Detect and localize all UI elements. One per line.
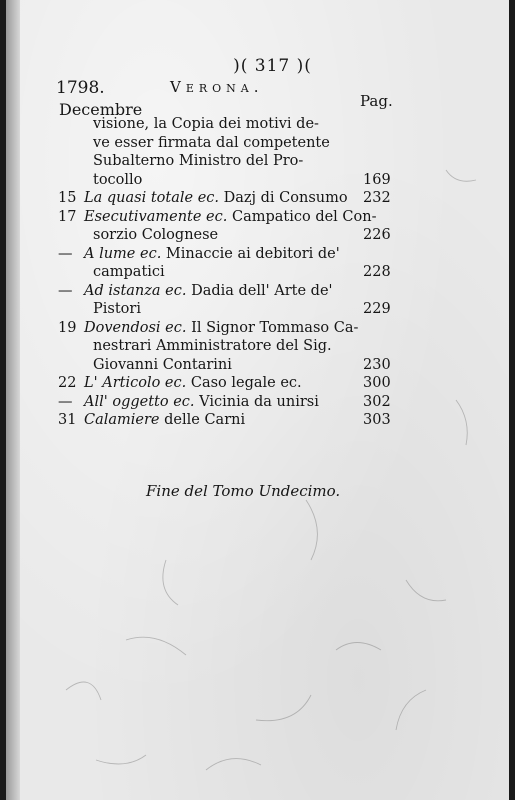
- index-line: [6, 153, 509, 172]
- entry-day: 22: [58, 375, 77, 391]
- entry-incipit: Calamiere: [84, 412, 160, 428]
- entry-subject: sorzio Colognese: [93, 227, 219, 243]
- index-line: [6, 338, 509, 357]
- entry-day: —: [58, 282, 73, 299]
- index-line: [6, 394, 509, 413]
- entry-text: [93, 357, 232, 373]
- entry-incipit: L' Articolo ec.: [84, 375, 187, 391]
- entry-subject: Caso legale ec.: [190, 375, 302, 391]
- entry-text: [84, 320, 358, 336]
- index-line: [6, 320, 509, 339]
- index-line: [6, 227, 509, 246]
- entry-subject: Vicinia da unirsi: [199, 393, 319, 410]
- entry-subject: Giovanni Contarini: [93, 356, 232, 373]
- entry-day: 15: [58, 190, 77, 206]
- entry-text: [93, 153, 303, 169]
- end-of-volume-note: Fine del Tomo Undecimo.: [146, 482, 341, 500]
- page-number-header: )( 317 )(: [233, 56, 312, 76]
- entry-text: [84, 283, 333, 299]
- entry-subject: nestrari Amministratore del Sig.: [93, 338, 332, 354]
- entry-page-number: 232: [363, 190, 391, 206]
- entry-incipit: Esecutivamente ec.: [84, 208, 228, 225]
- entry-subject: Dadia dell' Arte de': [191, 282, 333, 299]
- index-line: [6, 375, 509, 394]
- entry-text: [93, 264, 165, 280]
- entry-page-number: 226: [363, 227, 391, 243]
- entry-incipit: Dovendosi ec.: [84, 319, 187, 336]
- entry-text: [84, 412, 245, 428]
- index-line: [6, 264, 509, 283]
- entry-page-number: 230: [363, 356, 391, 373]
- entry-incipit: All' oggetto ec.: [84, 393, 195, 410]
- entry-text: [84, 209, 377, 225]
- entry-text: [93, 135, 330, 151]
- entry-subject: ve esser firmata dal competente: [93, 134, 330, 151]
- entry-text: [84, 375, 302, 391]
- index-line: [6, 301, 509, 320]
- entry-text: [93, 172, 142, 188]
- month-label: Decembre: [59, 100, 143, 119]
- index-line: [6, 116, 509, 135]
- entry-page-number: 229: [363, 301, 391, 317]
- entry-page-number: 228: [363, 264, 391, 280]
- index-line: [6, 357, 509, 376]
- entry-text: [84, 246, 340, 262]
- index-line: [6, 246, 509, 265]
- entry-text: [84, 190, 348, 206]
- index-line: [6, 135, 509, 154]
- entry-subject: Pistori: [93, 301, 141, 317]
- entry-subject: Campatico del Con-: [231, 208, 377, 225]
- index-line: [6, 190, 509, 209]
- city-label: Verona.: [170, 78, 264, 96]
- index-line: [6, 283, 509, 302]
- book-page: [6, 0, 509, 800]
- entry-page-number: 303: [363, 412, 391, 428]
- entry-subject: visione, la Copia dei motivi de-: [93, 116, 319, 132]
- index-line: [6, 412, 509, 431]
- entry-page-number: 169: [363, 171, 391, 188]
- index-line: [6, 172, 509, 191]
- page-column-label: Pag.: [360, 92, 393, 110]
- entry-day: 17: [58, 208, 77, 225]
- entry-subject: delle Carni: [164, 412, 246, 428]
- year-label: 1798.: [56, 78, 105, 98]
- entry-subject: Minaccie ai debitori de': [165, 245, 340, 262]
- entry-subject: Subalterno Ministro del Pro-: [93, 153, 304, 169]
- entry-subject: Dazj di Consumo: [223, 190, 348, 206]
- entry-page-number: 302: [363, 393, 391, 410]
- entry-subject: tocollo: [93, 171, 143, 188]
- entry-day: 31: [58, 412, 77, 428]
- entry-day: 19: [58, 319, 77, 336]
- entry-page-number: 300: [363, 375, 391, 391]
- entry-text: [93, 338, 332, 354]
- entry-subject: campatici: [93, 264, 165, 280]
- entry-text: [93, 116, 319, 132]
- entry-text: [84, 394, 319, 410]
- entry-incipit: Ad istanza ec.: [84, 282, 187, 299]
- index-line: [6, 209, 509, 228]
- entry-day: —: [58, 393, 73, 410]
- entry-incipit: La quasi totale ec.: [84, 190, 220, 206]
- entry-text: [93, 227, 218, 243]
- entry-day: —: [58, 245, 73, 262]
- index-entries: [6, 116, 509, 431]
- entry-incipit: A lume ec.: [84, 245, 162, 262]
- entry-text: [93, 301, 141, 317]
- entry-subject: Il Signor Tommaso Ca-: [191, 319, 359, 336]
